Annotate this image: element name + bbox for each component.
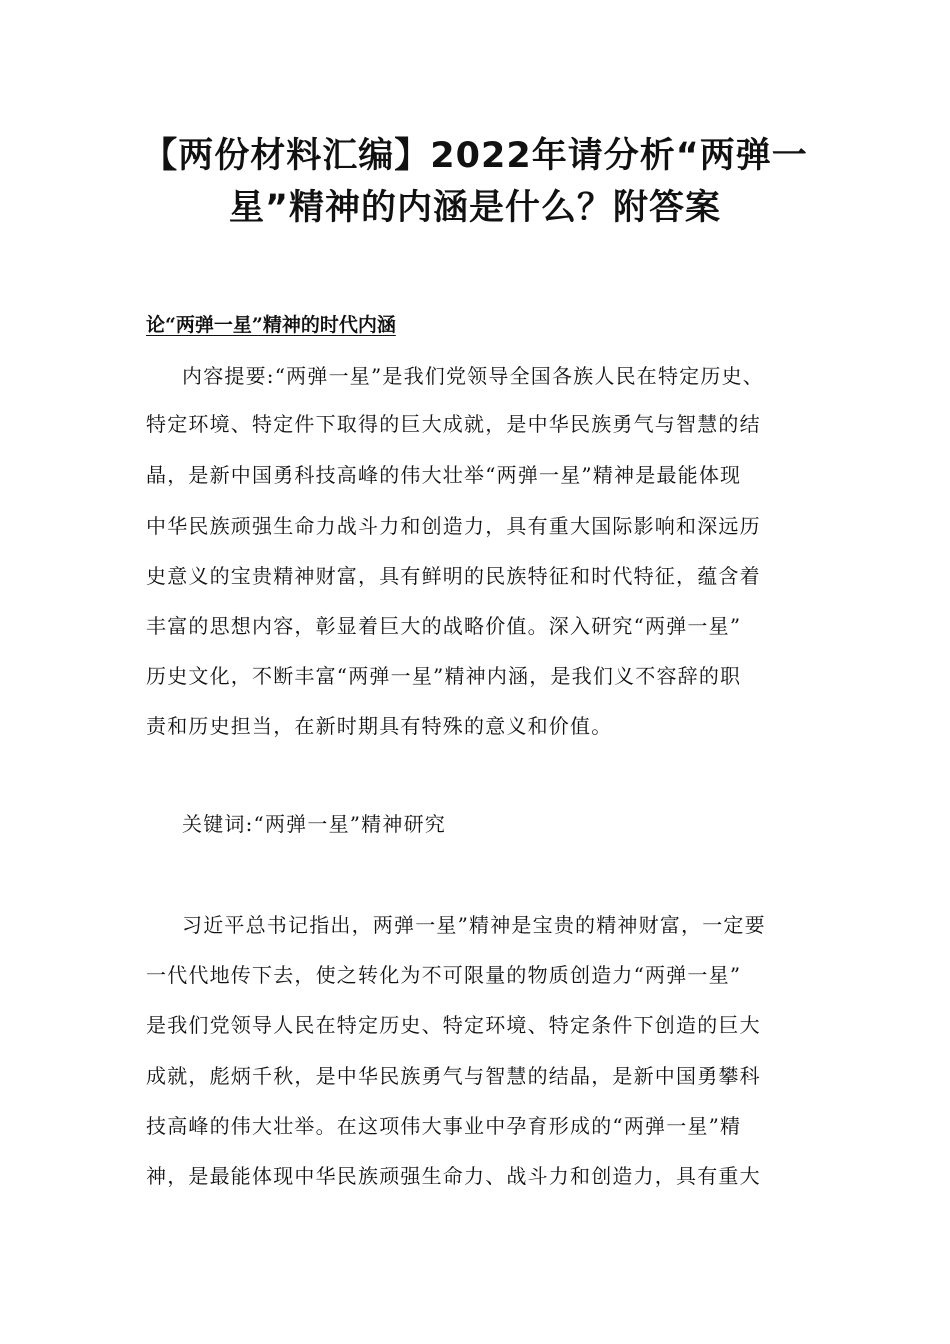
abstract-line: 责和历史担当，在新时期具有特殊的意义和价值。: [146, 714, 613, 738]
body-line: 技高峰的伟大壮举。在这项伟大事业中孕育形成的“两弹一星”精: [146, 1114, 742, 1138]
body-line: 一代代地传下去，使之转化为不可限量的物质创造力“两弹一星”: [146, 963, 742, 987]
abstract-line: 丰富的思想内容，彰显着巨大的战略价值。深入研究“两弹一星”: [146, 614, 742, 638]
document-title-line-1: 【两份材料汇编】2022年请分析“两弹一: [142, 136, 808, 176]
keywords-line: 关键词:“两弹一星”精神研究: [182, 812, 446, 836]
body-line: 神，是最能体现中华民族顽强生命力、战斗力和创造力，具有重大: [146, 1164, 761, 1188]
section-heading: 论“两弹一星”精神的时代内涵: [146, 314, 396, 336]
abstract-line: 晶，是新中国勇科技高峰的伟大壮举“两弹一星”精神是最能体现: [146, 463, 742, 487]
body-line: 习近平总书记指出，两弹一星”精神是宝贵的精神财富，一定要: [182, 913, 766, 937]
abstract-line: 特定环境、特定件下取得的巨大成就，是中华民族勇气与智慧的结: [146, 412, 761, 436]
body-line: 是我们党领导人民在特定历史、特定环境、特定条件下创造的巨大: [146, 1013, 761, 1037]
abstract-line: 历史文化，不断丰富“两弹一星”精神内涵，是我们义不容辞的职: [146, 664, 742, 688]
abstract-line: 中华民族顽强生命力战斗力和创造力，具有重大国际影响和深远历: [146, 514, 761, 538]
document-title-line-2: 星”精神的内涵是什么？附答案: [228, 188, 721, 228]
abstract-line: 内容提要:“两弹一星”是我们党领导全国各族人民在特定历史、: [182, 364, 764, 388]
body-line: 成就，彪炳千秋，是中华民族勇气与智慧的结晶，是新中国勇攀科: [146, 1064, 761, 1088]
abstract-line: 史意义的宝贵精神财富，具有鲜明的民族特征和时代特征，蕴含着: [146, 564, 761, 588]
